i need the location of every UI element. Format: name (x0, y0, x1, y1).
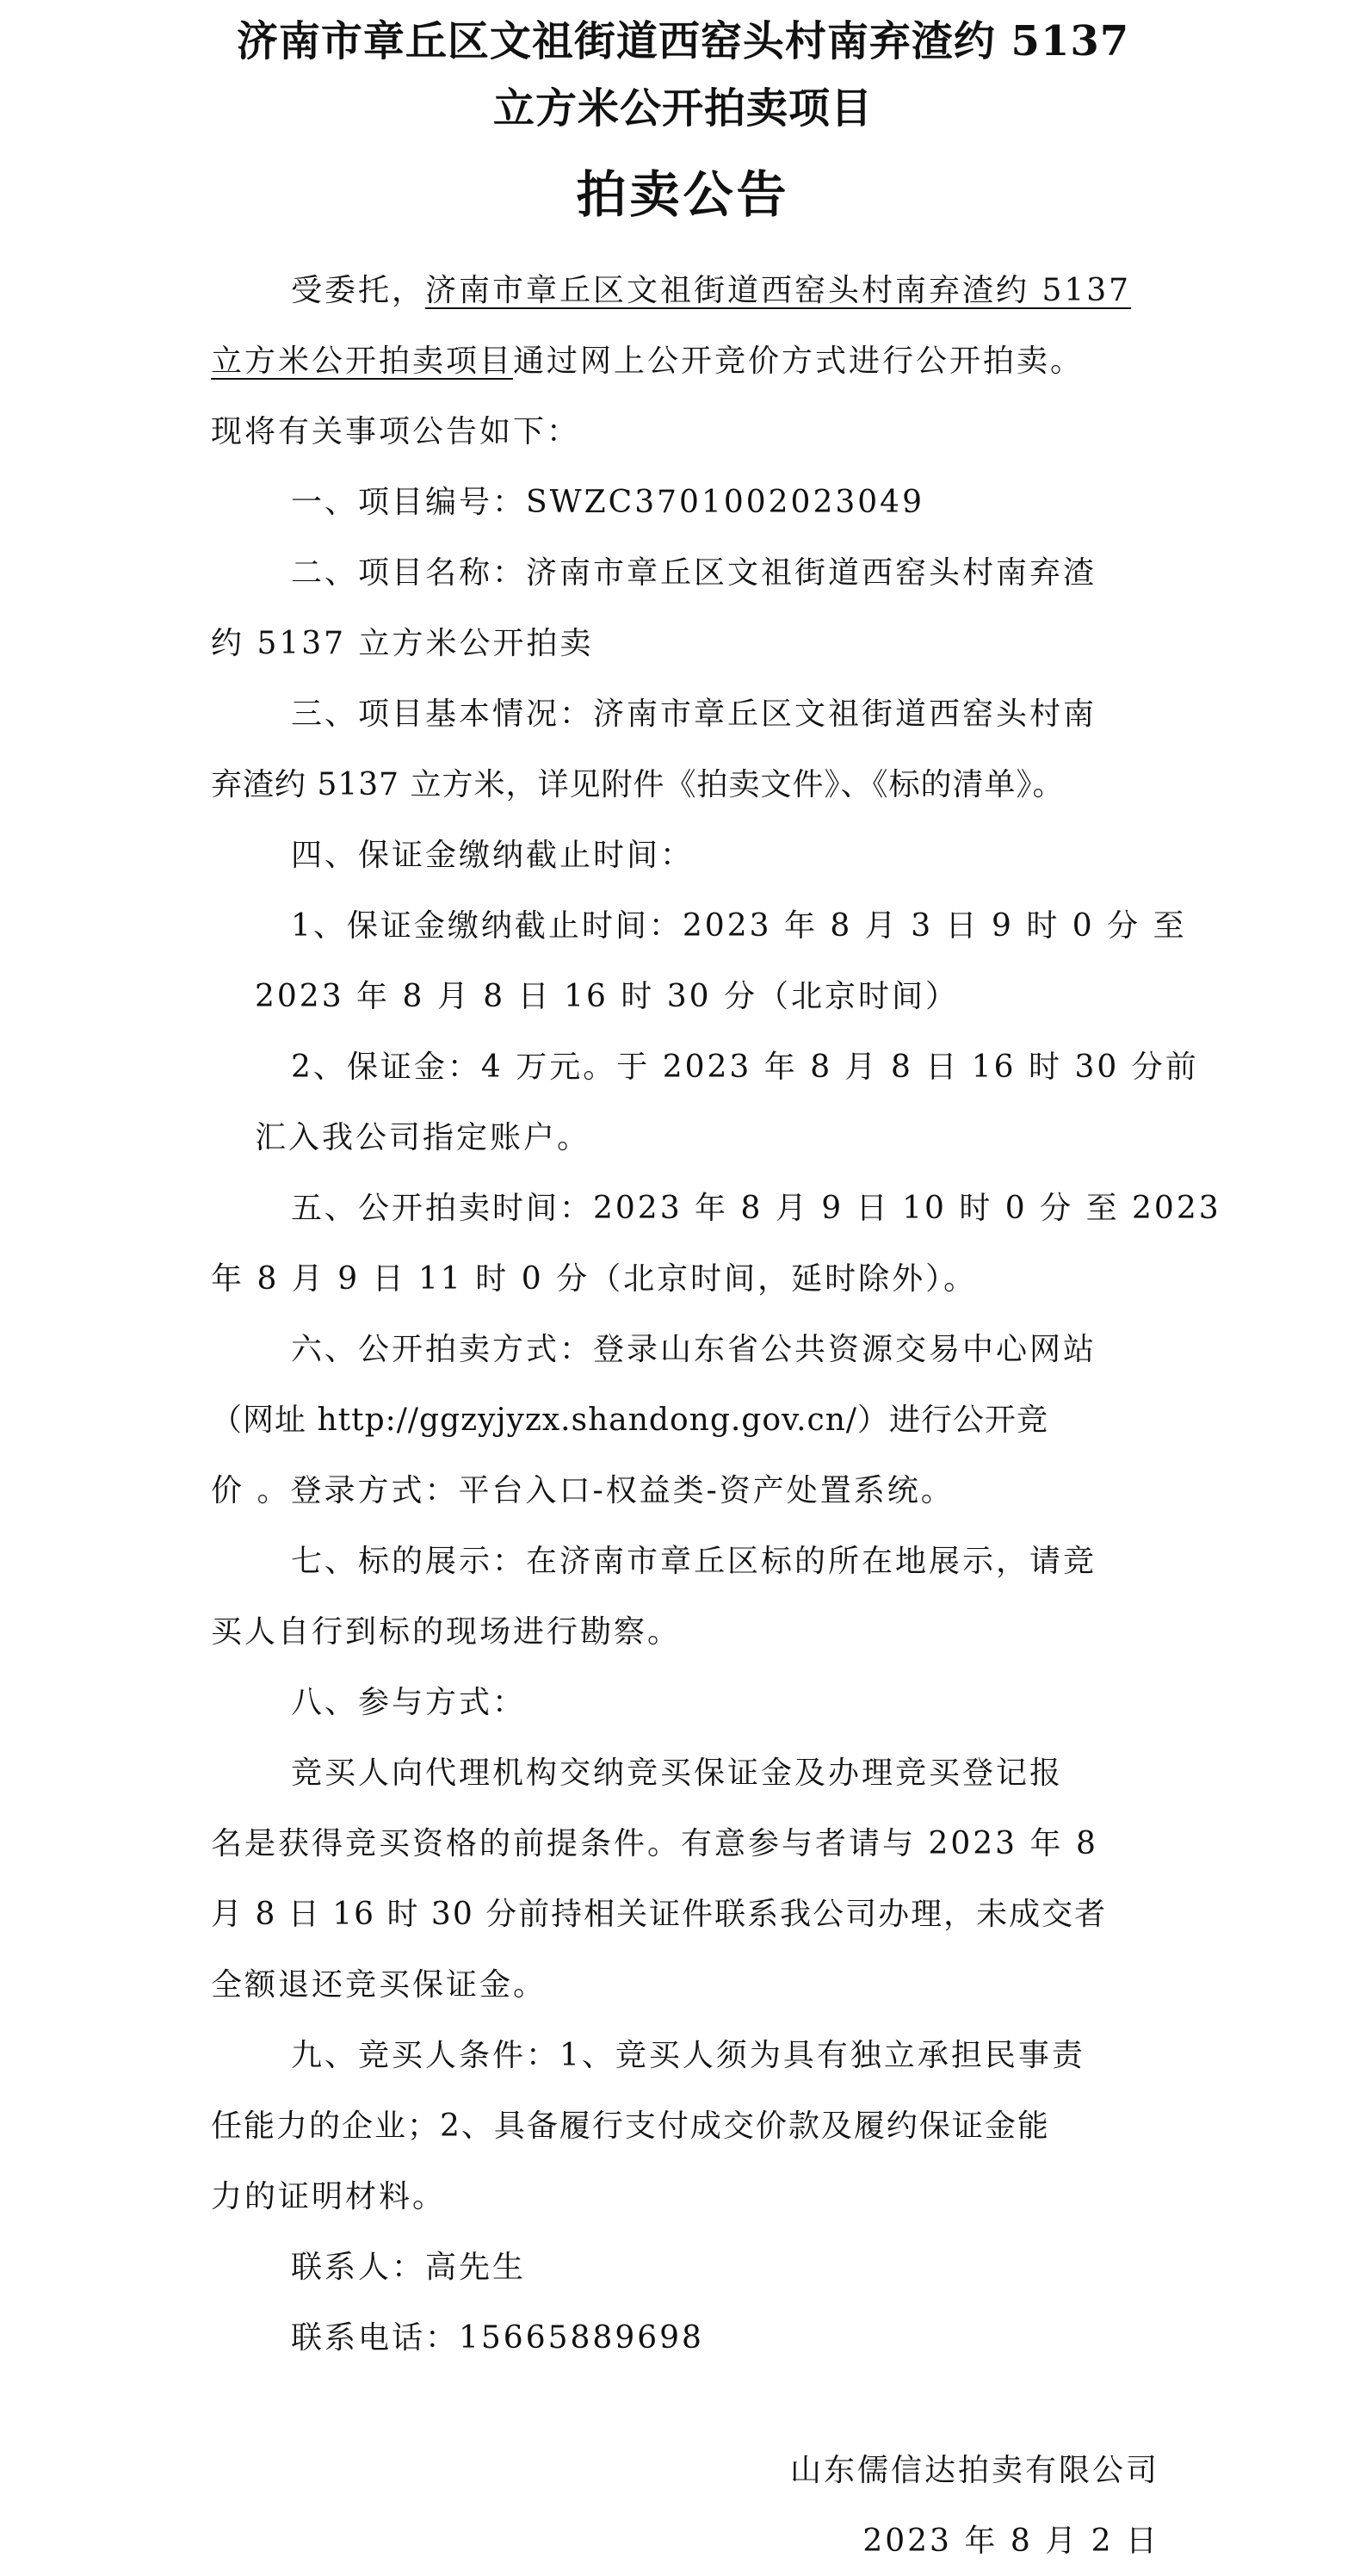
item-9-line-3: 力的证明材料。 (211, 2179, 447, 2214)
item-7-line-1: 七、标的展示：在济南市章丘区标的所在地展示，请竞 (291, 1544, 1097, 1579)
intro-suffix: 通过网上公开竞价方式进行公开拍卖。 (513, 344, 1085, 379)
intro-prefix: 受委托， (291, 273, 426, 308)
item-4-1-line-2: 2023 年 8 月 8 日 16 时 30 分（北京时间） (255, 979, 960, 1014)
item-8-paragraph-line-1: 竞买人向代理机构交纳竞买保证金及办理竞买登记报 (291, 1756, 1064, 1791)
item-6-line-3: 价 。登录方式：平台入口-权益类-资产处置系统。 (211, 1473, 955, 1508)
item-4-1-line-1: 1、保证金缴纳截止时间：2023 年 8 月 3 日 9 时 0 分 至 (291, 908, 1187, 944)
item-9-line-1: 九、竞买人条件：1、竞买人须为具有独立承担民事责 (291, 2038, 1085, 2073)
item-9-line-2: 任能力的企业；2、具备履行支付成交价款及履约保证金能 (211, 2108, 1050, 2144)
item-8-paragraph-line-3: 月 8 日 16 时 30 分前持相关证件联系我公司办理，未成交者 (211, 1897, 1108, 1932)
title-line-1: 济南市章丘区文祖街道西窑头村南弃渣约 5137 (236, 17, 1130, 65)
item-3-line-2: 弃渣约 5137 立方米，详见附件《拍卖文件》、《标的清单》。 (211, 767, 1065, 802)
item-6-line-2: （网址 http://ggzyjyzx.shandong.gov.cn/）进行公开竞 (211, 1403, 1049, 1438)
item-5-line-1: 五、公开拍卖时间：2023 年 8 月 9 日 10 时 0 分 至 2023 (291, 1191, 1221, 1226)
item-2-line-1: 二、项目名称：济南市章丘区文祖街道西窑头村南弃渣 (291, 555, 1097, 591)
contact-phone: 联系电话：15665889698 (291, 2320, 704, 2356)
contact-person: 联系人：高先生 (291, 2250, 527, 2285)
intro-project-name-part1: 济南市章丘区文祖街道西窑头村南弃渣约 5137 (425, 273, 1132, 308)
announcement-heading: 拍卖公告 (576, 165, 790, 224)
item-7-line-2: 买人自行到标的现场进行勘察。 (211, 1614, 682, 1650)
intro-line-1 (291, 269, 1131, 313)
item-1-project-number: 一、项目编号：SWZC3701002023049 (291, 485, 924, 520)
item-5-line-2: 年 8 月 9 日 11 时 0 分（北京时间，延时除外）。 (211, 1261, 978, 1297)
item-2-line-2: 约 5137 立方米公开拍卖 (211, 626, 594, 661)
item-6-line-1: 六、公开拍卖方式：登录山东省公共资源交易中心网站 (291, 1332, 1097, 1367)
item-3-line-1: 三、项目基本情况：济南市章丘区文祖街道西窑头村南 (291, 697, 1097, 732)
item-4-2-line-1: 2、保证金：4 万元。于 2023 年 8 月 8 日 16 时 30 分前 (291, 1050, 1199, 1085)
signature-company: 山东儒信达拍卖有限公司 (789, 2453, 1159, 2488)
item-4-2-line-2: 汇入我公司指定账户。 (255, 1120, 591, 1155)
item-4-heading: 四、保证金缴纳截止时间： (291, 838, 695, 873)
item-8-heading: 八、参与方式： (291, 1685, 527, 1720)
title-line-2: 立方米公开拍卖项目 (492, 84, 873, 133)
intro-line-3: 现将有关事项公告如下： (211, 414, 581, 449)
intro-line-2 (211, 340, 1084, 383)
item-8-paragraph-line-2: 名是获得竞买资格的前提条件。有意参与者请与 2023 年 8 (211, 1826, 1098, 1861)
signature-date: 2023 年 8 月 2 日 (862, 2523, 1159, 2559)
intro-project-name-part2: 立方米公开拍卖项目 (211, 344, 514, 379)
item-8-paragraph-line-4: 全额退还竞买保证金。 (211, 1967, 547, 2003)
